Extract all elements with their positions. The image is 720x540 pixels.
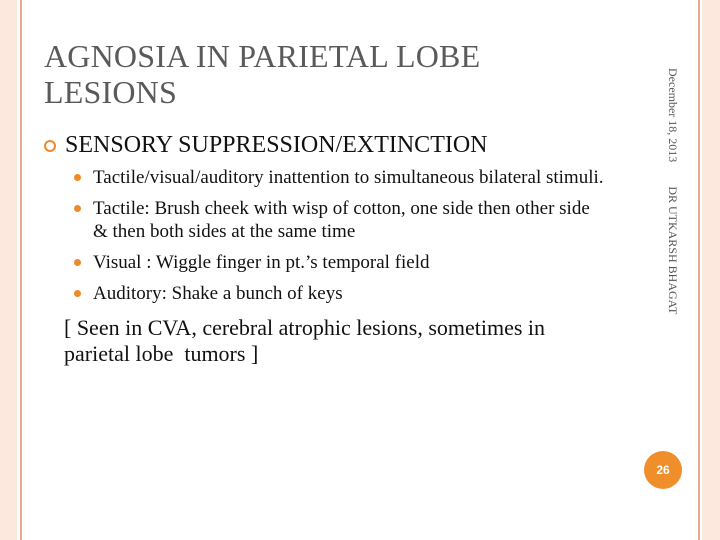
side-author: DR UTKARSH BHAGAT	[666, 186, 680, 315]
side-footer	[666, 68, 680, 314]
dot-bullet-icon	[74, 259, 81, 266]
sub-bullet-text: Tactile: Brush cheek with wisp of cotton, one side then other side & then both sides at the same time	[93, 198, 590, 242]
sub-bullet	[44, 251, 604, 274]
main-bullet	[44, 130, 604, 160]
sub-bullet-list	[44, 166, 604, 305]
dot-bullet-icon	[74, 205, 81, 212]
side-date: December 18, 2013	[666, 68, 680, 163]
dot-bullet-icon	[74, 174, 81, 181]
sub-bullet	[44, 166, 604, 189]
sub-bullet-text: Auditory: Shake a bunch of keys	[93, 283, 343, 304]
left-border-line	[20, 0, 22, 540]
sub-bullet	[44, 282, 604, 305]
main-bullet-text: SENSORY SUPPRESSION/EXTINCTION	[65, 132, 488, 158]
ring-bullet-icon	[44, 140, 56, 152]
sub-bullet	[44, 197, 604, 243]
sub-bullet-text: Visual : Wiggle finger in pt.’s temporal field	[93, 252, 430, 273]
note-text: [ Seen in CVA, cerebral atrophic lesions, sometimes in parietal lobe tumors ]	[64, 315, 551, 366]
slide-title: AGNOSIA IN PARIETAL LOBE LESIONS	[44, 38, 481, 110]
sub-bullet-text: Tactile/visual/auditory inattention to simultaneous bilateral stimuli.	[93, 167, 604, 188]
dot-bullet-icon	[74, 290, 81, 297]
slide-content	[44, 130, 604, 367]
right-border-line	[698, 0, 700, 540]
page-number-badge: 26	[644, 451, 682, 489]
